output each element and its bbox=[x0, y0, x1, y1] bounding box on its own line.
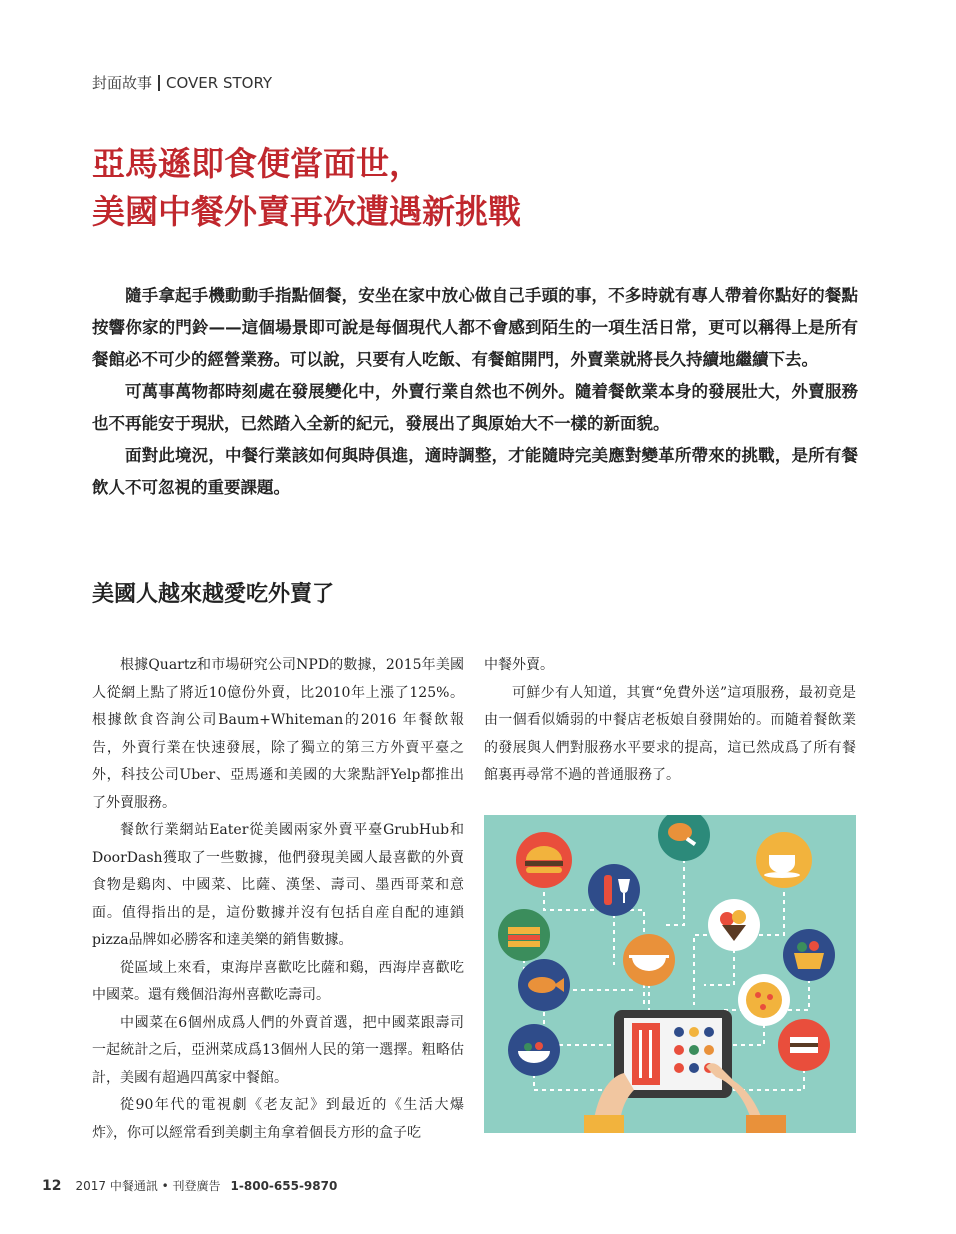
fish-icon bbox=[518, 959, 570, 1011]
body-column-left bbox=[92, 652, 464, 1147]
headline-line-1: 亞馬遜即食便當面世， bbox=[92, 144, 422, 183]
body-paragraph: 從區域上來看，東海岸喜歡吃比薩和鷄，西海岸喜歡吃中國菜。還有幾個沿海州喜歡吃壽司。 bbox=[92, 959, 464, 1003]
sandwich-icon bbox=[498, 909, 550, 961]
headline-line-2: 美國中餐外賣再次遭遇新挑戰 bbox=[92, 192, 521, 231]
salad-icon bbox=[508, 1024, 560, 1076]
section-header bbox=[92, 72, 272, 93]
wine-icon bbox=[588, 864, 640, 916]
body-paragraph: 餐飲行業網站Eater從美國兩家外賣平臺GrubHub和DoorDash獲取了一些數據，他們發現美國人最喜歡的外賣食物是鷄肉、中國菜、比薩、漢堡、壽司、墨西哥菜和意面。值得指出的是，這份數據并沒有包括自産自配的連鎖pizza品牌如必勝客和達美樂的銷售數據。 bbox=[92, 822, 464, 948]
body-column-right bbox=[484, 652, 856, 790]
soup-bowl-icon bbox=[623, 934, 675, 986]
phone-number: 1-800-655-9870 bbox=[230, 1179, 338, 1193]
body-paragraph: 根據Quartz和市場研究公司NPD的數據，2015年美國人從網上點了將近10億份外賣，比2010年上漲了125%。根據飲食咨詢公司Baum+Whiteman的2016 年餐飲報告，外賣行業在快速發展，除了獨立的第三方外賣平臺之外，科技公司Uber、亞馬遜和美國的大衆點評Yelp都推出了外賣服務。 bbox=[92, 657, 464, 811]
headline bbox=[92, 140, 521, 236]
pizza-icon bbox=[738, 974, 790, 1026]
food-delivery-illustration bbox=[484, 815, 856, 1133]
section-label-en: COVER STORY bbox=[166, 73, 273, 92]
section-divider bbox=[158, 75, 160, 91]
body-paragraph: 中國菜在6個州成爲人們的外賣首選，把中國菜跟壽司一起統計之后，亞洲菜成爲13個州人民的第一選擇。粗略估計，美國有超過四萬家中餐館。 bbox=[92, 1014, 464, 1086]
subheading: 美國人越來越愛吃外賣了 bbox=[92, 582, 335, 607]
page-number: 12 bbox=[42, 1178, 62, 1194]
coffee-icon bbox=[756, 832, 812, 888]
body-paragraph: 中餐外賣。 bbox=[484, 657, 554, 673]
publication-name: 2017 中餐通訊 • 刊登廣告 bbox=[75, 1179, 221, 1193]
ice-cream-icon bbox=[708, 899, 760, 951]
intro-paragraph: 面對此境況，中餐行業該如何與時俱進，適時調整，才能隨時完美應對變革所帶來的挑戰，是所有餐飲人不可忽視的重要課題。 bbox=[92, 446, 858, 497]
tablet-icon bbox=[614, 1010, 732, 1098]
intro-block bbox=[92, 280, 858, 504]
section-label-cn: 封面故事 bbox=[92, 74, 153, 92]
basket-icon bbox=[783, 929, 835, 981]
burger-icon bbox=[516, 832, 572, 888]
food-delivery-illustration-svg bbox=[484, 815, 856, 1133]
body-paragraph: 可鮮少有人知道，其實“免費外送”這項服務，最初竟是由一個看似嬌弱的中餐店老板娘自發開始的。而隨着餐飲業的發展與人們對服務水平要求的提高，這已然成爲了所有餐館裏再尋常不過的普通服務了。 bbox=[484, 684, 856, 783]
intro-paragraph: 可萬事萬物都時刻處在發展變化中，外賣行業自然也不例外。隨着餐飲業本身的發展壯大，外賣服務也不再能安于現狀，已然踏入全新的紀元，發展出了與原始大不一樣的新面貌。 bbox=[92, 382, 858, 433]
body-paragraph: 從90年代的電視劇《老友記》到最近的《生活大爆炸》，你可以經常看到美劇主角拿着個長方形的盒子吃 bbox=[92, 1097, 464, 1141]
cake-icon bbox=[778, 1019, 830, 1071]
page-footer bbox=[42, 1177, 337, 1194]
intro-paragraph: 隨手拿起手機動動手指點個餐，安坐在家中放心做自己手頭的事，不多時就有專人帶着你點好的餐點按響你家的門鈴——這個場景即可說是每個現代人都不會感到陌生的一項生活日常，更可以稱得上是所有餐館必不可少的經營業務。可以說，只要有人吃飯、有餐館開門，外賣業就將長久持續地繼續下去。 bbox=[92, 286, 858, 369]
